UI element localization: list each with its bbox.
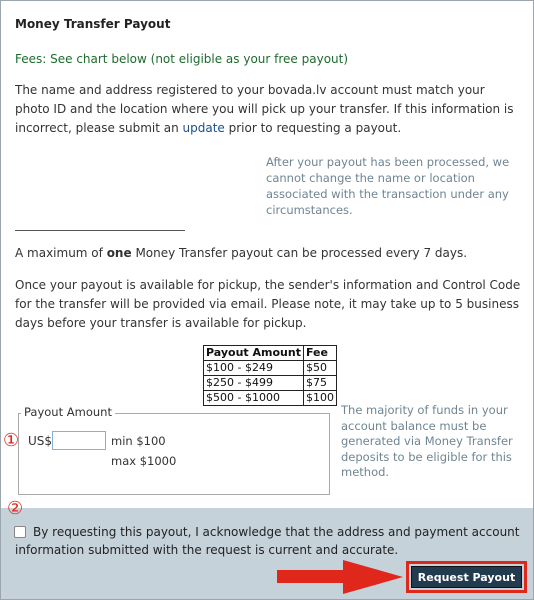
request-payout-button[interactable]: Request Payout — [411, 566, 522, 588]
intro-text-end: prior to requesting a payout. — [224, 121, 402, 135]
acknowledgement-text: By requesting this payout, I acknowledge that the address and payment account information submitted with the request is current and accurate. — [15, 525, 520, 557]
table-row — [204, 361, 337, 376]
limit-suffix: Money Transfer payout can be processed every 7 days. — [131, 246, 468, 260]
page-title: Money Transfer Payout — [15, 17, 171, 31]
funds-note: The majority of funds in your account balance must be generated via Money Transfer deposits to be eligible for this method. — [341, 403, 513, 479]
step-one-marker: ① — [3, 430, 20, 451]
step-two-marker: ② — [7, 498, 24, 519]
arrow-right-icon-head — [343, 560, 403, 594]
payout-amount-input[interactable] — [52, 431, 106, 450]
arrow-right-icon — [277, 570, 347, 583]
table-row — [204, 391, 337, 406]
fee-table-header — [204, 346, 337, 361]
header-payout-amount: Payout Amount — [204, 346, 304, 361]
acknowledge-checkbox[interactable] — [14, 526, 26, 538]
max-amount: max $1000 — [111, 454, 177, 468]
limit-prefix: A maximum of — [15, 246, 107, 260]
payout-amount-legend: Payout Amount — [21, 405, 115, 419]
table-cell: $75 — [303, 376, 336, 391]
update-link[interactable]: update — [182, 121, 225, 135]
table-cell: $50 — [303, 361, 336, 376]
min-amount: min $100 — [111, 434, 166, 448]
table-cell: $100 - $249 — [204, 361, 304, 376]
divider — [15, 230, 185, 231]
table-cell: $500 - $1000 — [204, 391, 304, 406]
table-cell: $250 - $499 — [204, 376, 304, 391]
currency-label: US$ — [28, 434, 53, 448]
pickup-paragraph: Once your payout is available for pickup, the sender's information and Control Code for the transfer will be provided via email. Please note, it may take up to 5 business days before your transfer is available for pickup. — [15, 278, 521, 330]
table-row — [204, 376, 337, 391]
fee-table — [203, 345, 337, 406]
limit-bold: one — [106, 246, 132, 260]
table-cell: $100 — [303, 391, 336, 406]
limit-paragraph — [15, 244, 520, 263]
processed-note: After your payout has been processed, we cannot change the name or location associated with the transaction under any circumstances. — [266, 155, 510, 217]
intro-text-start: The name and address registered to your bovada.lv account must match your photo ID and the location where you will pick up your transfer. If this information is incorrect, please submit an — [15, 83, 514, 135]
header-fee: Fee — [303, 346, 336, 361]
intro-paragraph — [15, 81, 520, 138]
fees-note: Fees: See chart below (not eligible as your free payout) — [15, 52, 349, 66]
